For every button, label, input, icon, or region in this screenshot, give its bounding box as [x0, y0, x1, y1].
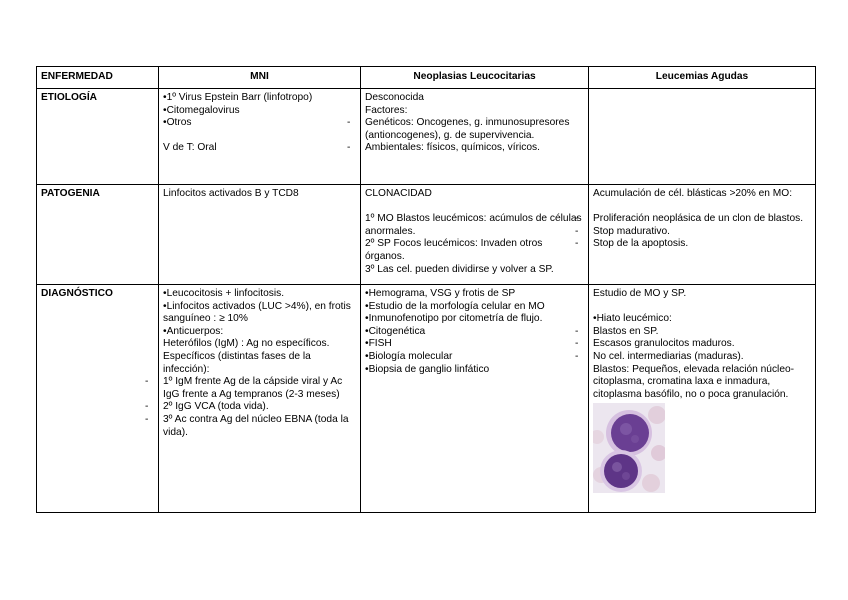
cell-etiologia-leu: [589, 89, 816, 185]
text-line: Específicos (distintas fases de la infección):: [163, 350, 311, 375]
text-line: •Linfocitos activados (LUC >4%), en frotis sanguíneo : ≥ 10%: [163, 300, 351, 325]
cell-diagnostico-leu: [589, 285, 816, 513]
list-item: - Stop madurativo.: [593, 226, 811, 239]
factor-list: [365, 117, 584, 155]
text-line: •Estudio de la morfología celular en MO: [365, 300, 545, 312]
header-enfermedad: ENFERMEDAD: [37, 67, 159, 89]
mechanism-list: [593, 213, 811, 251]
cell-patogenia-neo: [361, 185, 589, 285]
list-item: - Ambientales: físicos, químicos, víricos.: [365, 142, 584, 155]
text-line: 3º Las cel. pueden dividirse y volver a SP.: [365, 263, 554, 275]
text-line: •Hiato leucémico:: [593, 313, 672, 325]
cell-diagnostico-neo: [361, 285, 589, 513]
text-line: •Biopsia de ganglio linfático: [365, 363, 490, 375]
text-line: •Otros: [163, 117, 192, 129]
text-line: •1º Virus Epstein Barr (linfotropo): [163, 92, 313, 103]
list-item: - Proliferación neoplásica de un clon de blastos.: [593, 213, 811, 226]
text-line: 1º MO Blastos leucémicos: acúmulos de células anormales.: [365, 213, 582, 237]
list-item: - Escasos granulocitos maduros.: [593, 338, 811, 351]
list-item: - Stop de la apoptosis.: [593, 238, 811, 251]
disease-comparison-table: [36, 66, 816, 513]
text-line: •Citogenética: [365, 325, 426, 337]
row-patogenia: [37, 185, 816, 285]
list-item: - Blastos en SP.: [593, 326, 811, 339]
text-line: Linfocitos activados B y TCD8: [163, 188, 299, 199]
cell-etiologia-mni: [159, 89, 361, 185]
header-mni: MNI: [159, 67, 361, 89]
text-line: Desconocida: [365, 92, 424, 103]
cell-patogenia-leu: [589, 185, 816, 285]
text-line: Acumulación de cél. blásticas >20% en MO:: [593, 188, 793, 199]
antibody-list: [163, 376, 356, 439]
header-row: [37, 67, 816, 89]
text-line: 2º SP Focos leucémicos: Invaden otros órganos.: [365, 238, 543, 262]
blast-cell-micrograph: [593, 403, 665, 493]
row-label-patogenia: PATOGENIA: [37, 185, 159, 285]
list-item: - 2º IgG VCA (toda vida).: [163, 401, 356, 414]
header-neoplasias: Neoplasias Leucocitarias: [361, 67, 589, 89]
text-line: •Citomegalovirus: [163, 104, 240, 116]
text-line: CLONACIDAD: [365, 188, 432, 199]
text-line: •Biología molecular: [365, 350, 453, 362]
hiato-list: [593, 326, 811, 364]
text-line: •Leucocitosis + linfocitosis.: [163, 288, 285, 299]
text-line: •Hemograma, VSG y frotis de SP: [365, 288, 516, 299]
row-diagnostico: [37, 285, 816, 513]
cell-patogenia-mni: [159, 185, 361, 285]
text-line: Estudio de MO y SP.: [593, 288, 687, 299]
list-item: - 3º Ac contra Ag del núcleo EBNA (toda la vida).: [163, 414, 356, 439]
list-item: - Genéticos: Oncogenes, g. inmunosupresores (antioncogenes), g. de supervivencia.: [365, 117, 584, 142]
text-line: Blastos: Pequeños, elevada relación núcleo-citoplasma, cromatina laxa e inmadura, citoplasma basófilo, no o poca granulación.: [593, 363, 795, 400]
text-line: •Anticuerpos:: [163, 325, 224, 337]
text-line: Factores:: [365, 104, 408, 116]
text-line: Heterófilos (IgM) : Ag no específicos.: [163, 338, 330, 350]
row-label-etiologia: ETIOLOGÍA: [37, 89, 159, 185]
text-line: •Inmunofenotipo por citometría de flujo.: [365, 313, 543, 325]
text-line: V de T: Oral: [163, 142, 217, 154]
cell-diagnostico-mni: [159, 285, 361, 513]
header-leucemias: Leucemias Agudas: [589, 67, 816, 89]
row-etiologia: [37, 89, 816, 185]
row-label-diagnostico: DIAGNÓSTICO: [37, 285, 159, 513]
cell-etiologia-neo: [361, 89, 589, 185]
text-line: •FISH: [365, 338, 392, 350]
list-item: - 1º IgM frente Ag de la cápside viral y Ac IgG frente a Ag tempranos (2-3 meses): [163, 376, 356, 401]
list-item: - No cel. intermediarias (maduras).: [593, 351, 811, 364]
